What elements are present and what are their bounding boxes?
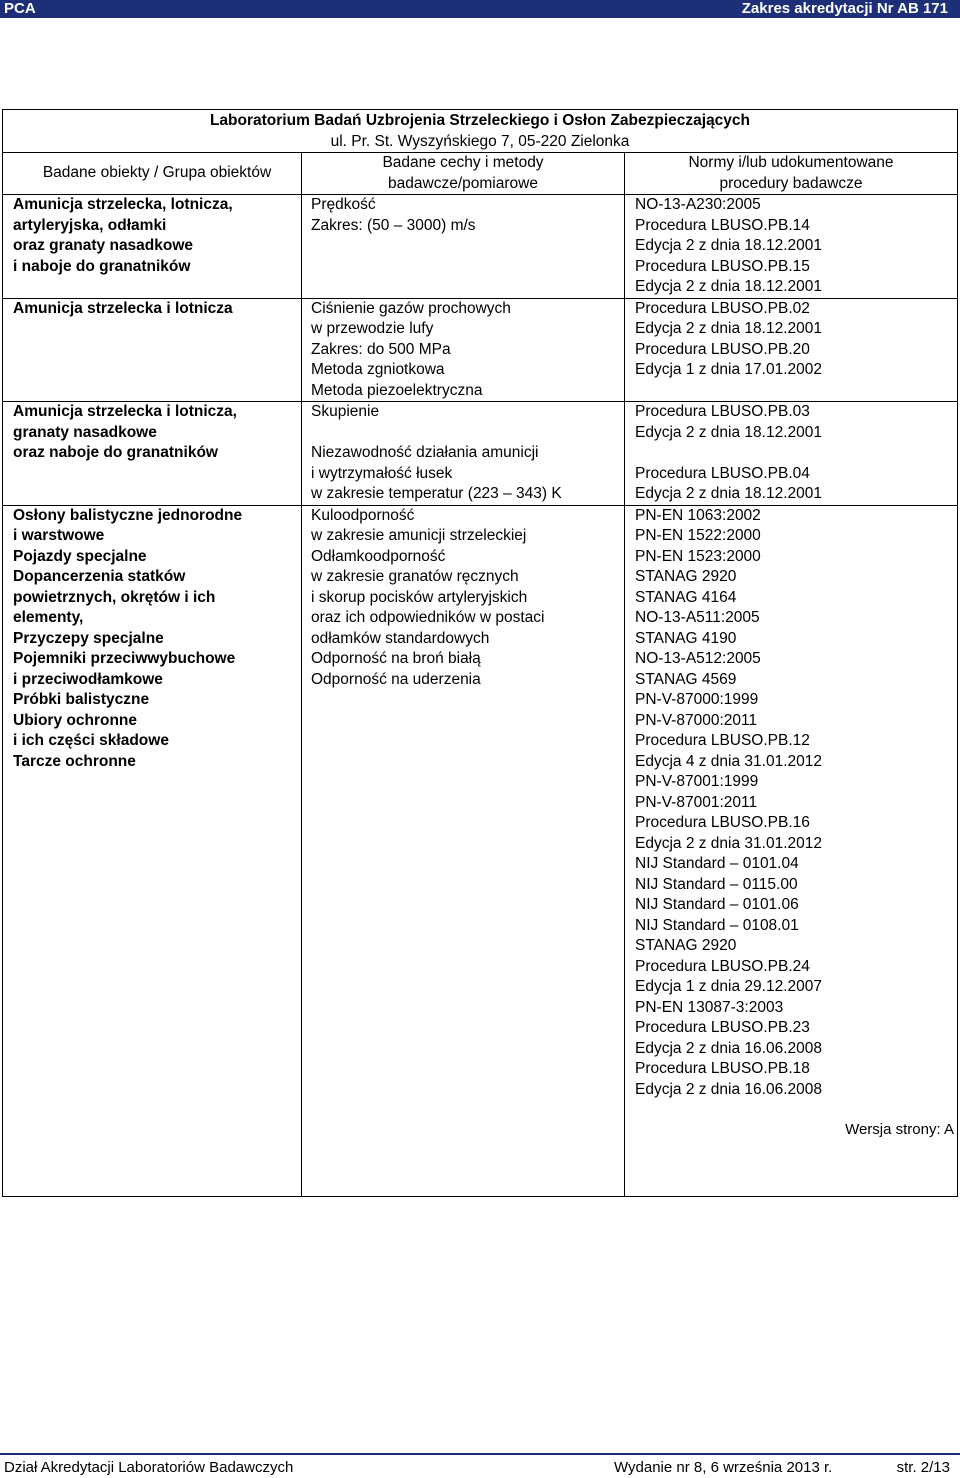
method-line: Odporność na uderzenia [311, 670, 481, 688]
norm-line: Procedura LBUSO.PB.20 [635, 340, 810, 358]
spacer [311, 423, 624, 444]
method-line: w zakresie granatów ręcznych [311, 568, 519, 585]
norm-line: STANAG 4190 [635, 629, 737, 647]
norm-line: Edycja 2 z dnia 18.12.2001 [635, 320, 822, 337]
methods-cell [302, 298, 625, 402]
column-header-objects [3, 153, 302, 195]
object-line: Próbki balistyczne [13, 691, 150, 708]
method-line: Ciśnienie gazów prochowych [311, 299, 511, 317]
objects-cell [3, 402, 302, 506]
page-version: Wersja strony: A [845, 1121, 954, 1138]
footer-page: str. 2/13 [896, 1459, 950, 1476]
table-row [3, 195, 958, 299]
method-line: Zakres: do 500 MPa [311, 340, 451, 358]
norm-line: Edycja 2 z dnia 18.12.2001 [635, 423, 822, 441]
norm-line: Edycja 2 z dnia 18.12.2001 [635, 237, 822, 254]
norm-line: NO-13-A512:2005 [635, 650, 761, 667]
object-line: i warstwowe [13, 527, 105, 544]
method-line: Skupienie [311, 403, 380, 420]
object-line: Dopancerzenia statków [13, 568, 186, 585]
lab-name: Laboratorium Badań Uzbrojenia Strzeleckiego i Osłon Zabezpieczających [209, 112, 751, 129]
page-header [0, 0, 960, 18]
header-left: PCA [4, 0, 36, 17]
norm-line: Edycja 4 z dnia 31.01.2012 [635, 752, 822, 770]
column-header-text: badawcze/pomiarowe [388, 174, 538, 192]
method-line: Niezawodność działania amunicji [311, 444, 539, 461]
object-line: oraz granaty nasadkowe [13, 237, 194, 254]
norm-line: NIJ Standard – 0101.06 [635, 896, 799, 913]
lab-row [3, 110, 958, 153]
column-header-text: Badane cechy i metody [382, 154, 544, 171]
object-line: granaty nasadkowe [13, 423, 157, 441]
method-line: Zakres: (50 – 3000) m/s [311, 216, 476, 234]
norm-line: STANAG 4569 [635, 670, 737, 688]
object-line: Pojemniki przeciwwybuchowe [13, 650, 236, 667]
norm-line: Procedura LBUSO.PB.02 [635, 299, 810, 317]
method-line: oraz ich odpowiedników w postaci [311, 609, 545, 626]
norm-line: Edycja 1 z dnia 17.01.2002 [635, 361, 822, 378]
norm-line: Procedura LBUSO.PB.16 [635, 814, 810, 831]
object-line: Przyczepy specjalne [13, 629, 164, 647]
objects-cell [3, 505, 302, 1196]
object-line: i przeciwodłamkowe [13, 670, 163, 688]
method-line: w przewodzie lufy [311, 320, 434, 337]
column-header-methods [302, 153, 625, 195]
norm-line: PN-EN 1522:2000 [635, 527, 761, 544]
norm-line: Procedura LBUSO.PB.03 [635, 403, 810, 420]
column-header-norms [625, 153, 958, 195]
norm-line: Edycja 2 z dnia 18.12.2001 [635, 278, 822, 295]
object-line: oraz naboje do granatników [13, 444, 218, 461]
column-header-text: procedury badawcze [719, 174, 863, 192]
object-line: Amunicja strzelecka i lotnicza [13, 299, 233, 317]
method-line: Kuloodporność [311, 506, 415, 524]
method-line: i wytrzymałość łusek [311, 464, 453, 482]
norm-line: PN-EN 1523:2000 [635, 547, 761, 565]
norm-line: NO-13-A511:2005 [635, 609, 760, 626]
method-line: w zakresie amunicji strzeleckiej [311, 527, 527, 544]
objects-cell [3, 195, 302, 299]
norm-line: PN-V-87001:2011 [635, 793, 758, 811]
methods-cell [302, 195, 625, 299]
norm-line: STANAG 2920 [635, 568, 737, 585]
page-footer [0, 1453, 960, 1478]
method-line: i skorup pocisków artyleryjskich [311, 588, 528, 606]
method-line: Metoda piezoelektryczna [311, 381, 483, 399]
method-line: Odporność na broń białą [311, 650, 481, 667]
object-line: i naboje do granatników [13, 257, 191, 275]
norm-line: STANAG 2920 [635, 937, 737, 954]
object-line: Tarcze ochronne [13, 752, 136, 770]
object-line: Amunicja strzelecka i lotnicza, [13, 403, 237, 420]
norm-line: Procedura LBUSO.PB.18 [635, 1060, 810, 1077]
methods-cell [302, 402, 625, 506]
lab-address: ul. Pr. St. Wyszyńskiego 7, 05-220 Zielonka [330, 132, 630, 150]
header-right: Zakres akredytacji Nr AB 171 [741, 0, 948, 17]
table-row [3, 505, 958, 1196]
footer-edition: Wydanie nr 8, 6 września 2013 r. [614, 1459, 833, 1476]
column-header-text: Normy i/lub udokumentowane [688, 154, 894, 171]
table-row [3, 402, 958, 506]
method-line: Odłamkoodporność [311, 547, 446, 565]
object-line: artyleryjska, odłamki [13, 216, 167, 234]
accreditation-table [2, 109, 958, 1197]
norm-line: PN-V-87001:1999 [635, 773, 759, 790]
column-header-text: Badane obiekty / Grupa obiektów [42, 164, 272, 182]
spacer [635, 443, 957, 464]
norm-line: PN-EN 13087-3:2003 [635, 998, 784, 1016]
object-line: Ubiory ochronne [13, 711, 138, 729]
norm-line: NIJ Standard – 0115.00 [635, 875, 798, 893]
column-header-row [3, 153, 958, 195]
norms-cell [625, 505, 958, 1196]
norm-line: Edycja 2 z dnia 31.01.2012 [635, 834, 822, 852]
norm-line: Procedura LBUSO.PB.23 [635, 1019, 810, 1036]
norm-line: Procedura LBUSO.PB.15 [635, 257, 810, 275]
norms-cell [625, 298, 958, 402]
object-line: Amunicja strzelecka, lotnicza, [13, 196, 233, 213]
norm-line: Edycja 1 z dnia 29.12.2007 [635, 978, 822, 995]
norm-line: Procedura LBUSO.PB.14 [635, 216, 810, 234]
norm-line: NO-13-A230:2005 [635, 196, 761, 213]
table-row [3, 298, 958, 402]
norm-line: Procedura LBUSO.PB.04 [635, 464, 810, 482]
norms-cell [625, 402, 958, 506]
norm-line: NIJ Standard – 0108.01 [635, 916, 799, 934]
object-line: Pojazdy specjalne [13, 547, 147, 565]
norm-line: Edycja 2 z dnia 16.06.2008 [635, 1039, 822, 1057]
objects-cell [3, 298, 302, 402]
norm-line: Procedura LBUSO.PB.12 [635, 732, 810, 749]
norms-cell [625, 195, 958, 299]
method-line: odłamków standardowych [311, 629, 490, 647]
norm-line: PN-V-87000:1999 [635, 691, 759, 708]
norm-line: PN-V-87000:2011 [635, 711, 758, 729]
method-line: w zakresie temperatur (223 – 343) K [311, 485, 562, 502]
footer-department: Dział Akredytacji Laboratoriów Badawczych [4, 1459, 294, 1476]
methods-cell [302, 505, 625, 1196]
object-line: powietrznych, okrętów i ich [13, 588, 216, 606]
norm-line: Edycja 2 z dnia 18.12.2001 [635, 485, 822, 502]
norm-line: NIJ Standard – 0101.04 [635, 855, 799, 872]
object-line: i ich części składowe [13, 732, 169, 749]
norm-line: PN-EN 1063:2002 [635, 506, 761, 524]
norm-line: Procedura LBUSO.PB.24 [635, 957, 810, 975]
object-line: elementy, [13, 609, 84, 626]
norm-line: Edycja 2 z dnia 16.06.2008 [635, 1080, 822, 1098]
norm-line: STANAG 4164 [635, 588, 737, 606]
method-line: Prędkość [311, 196, 376, 213]
method-line: Metoda zgniotkowa [311, 361, 445, 378]
object-line: Osłony balistyczne jednorodne [13, 506, 243, 524]
lab-cell [3, 110, 958, 153]
